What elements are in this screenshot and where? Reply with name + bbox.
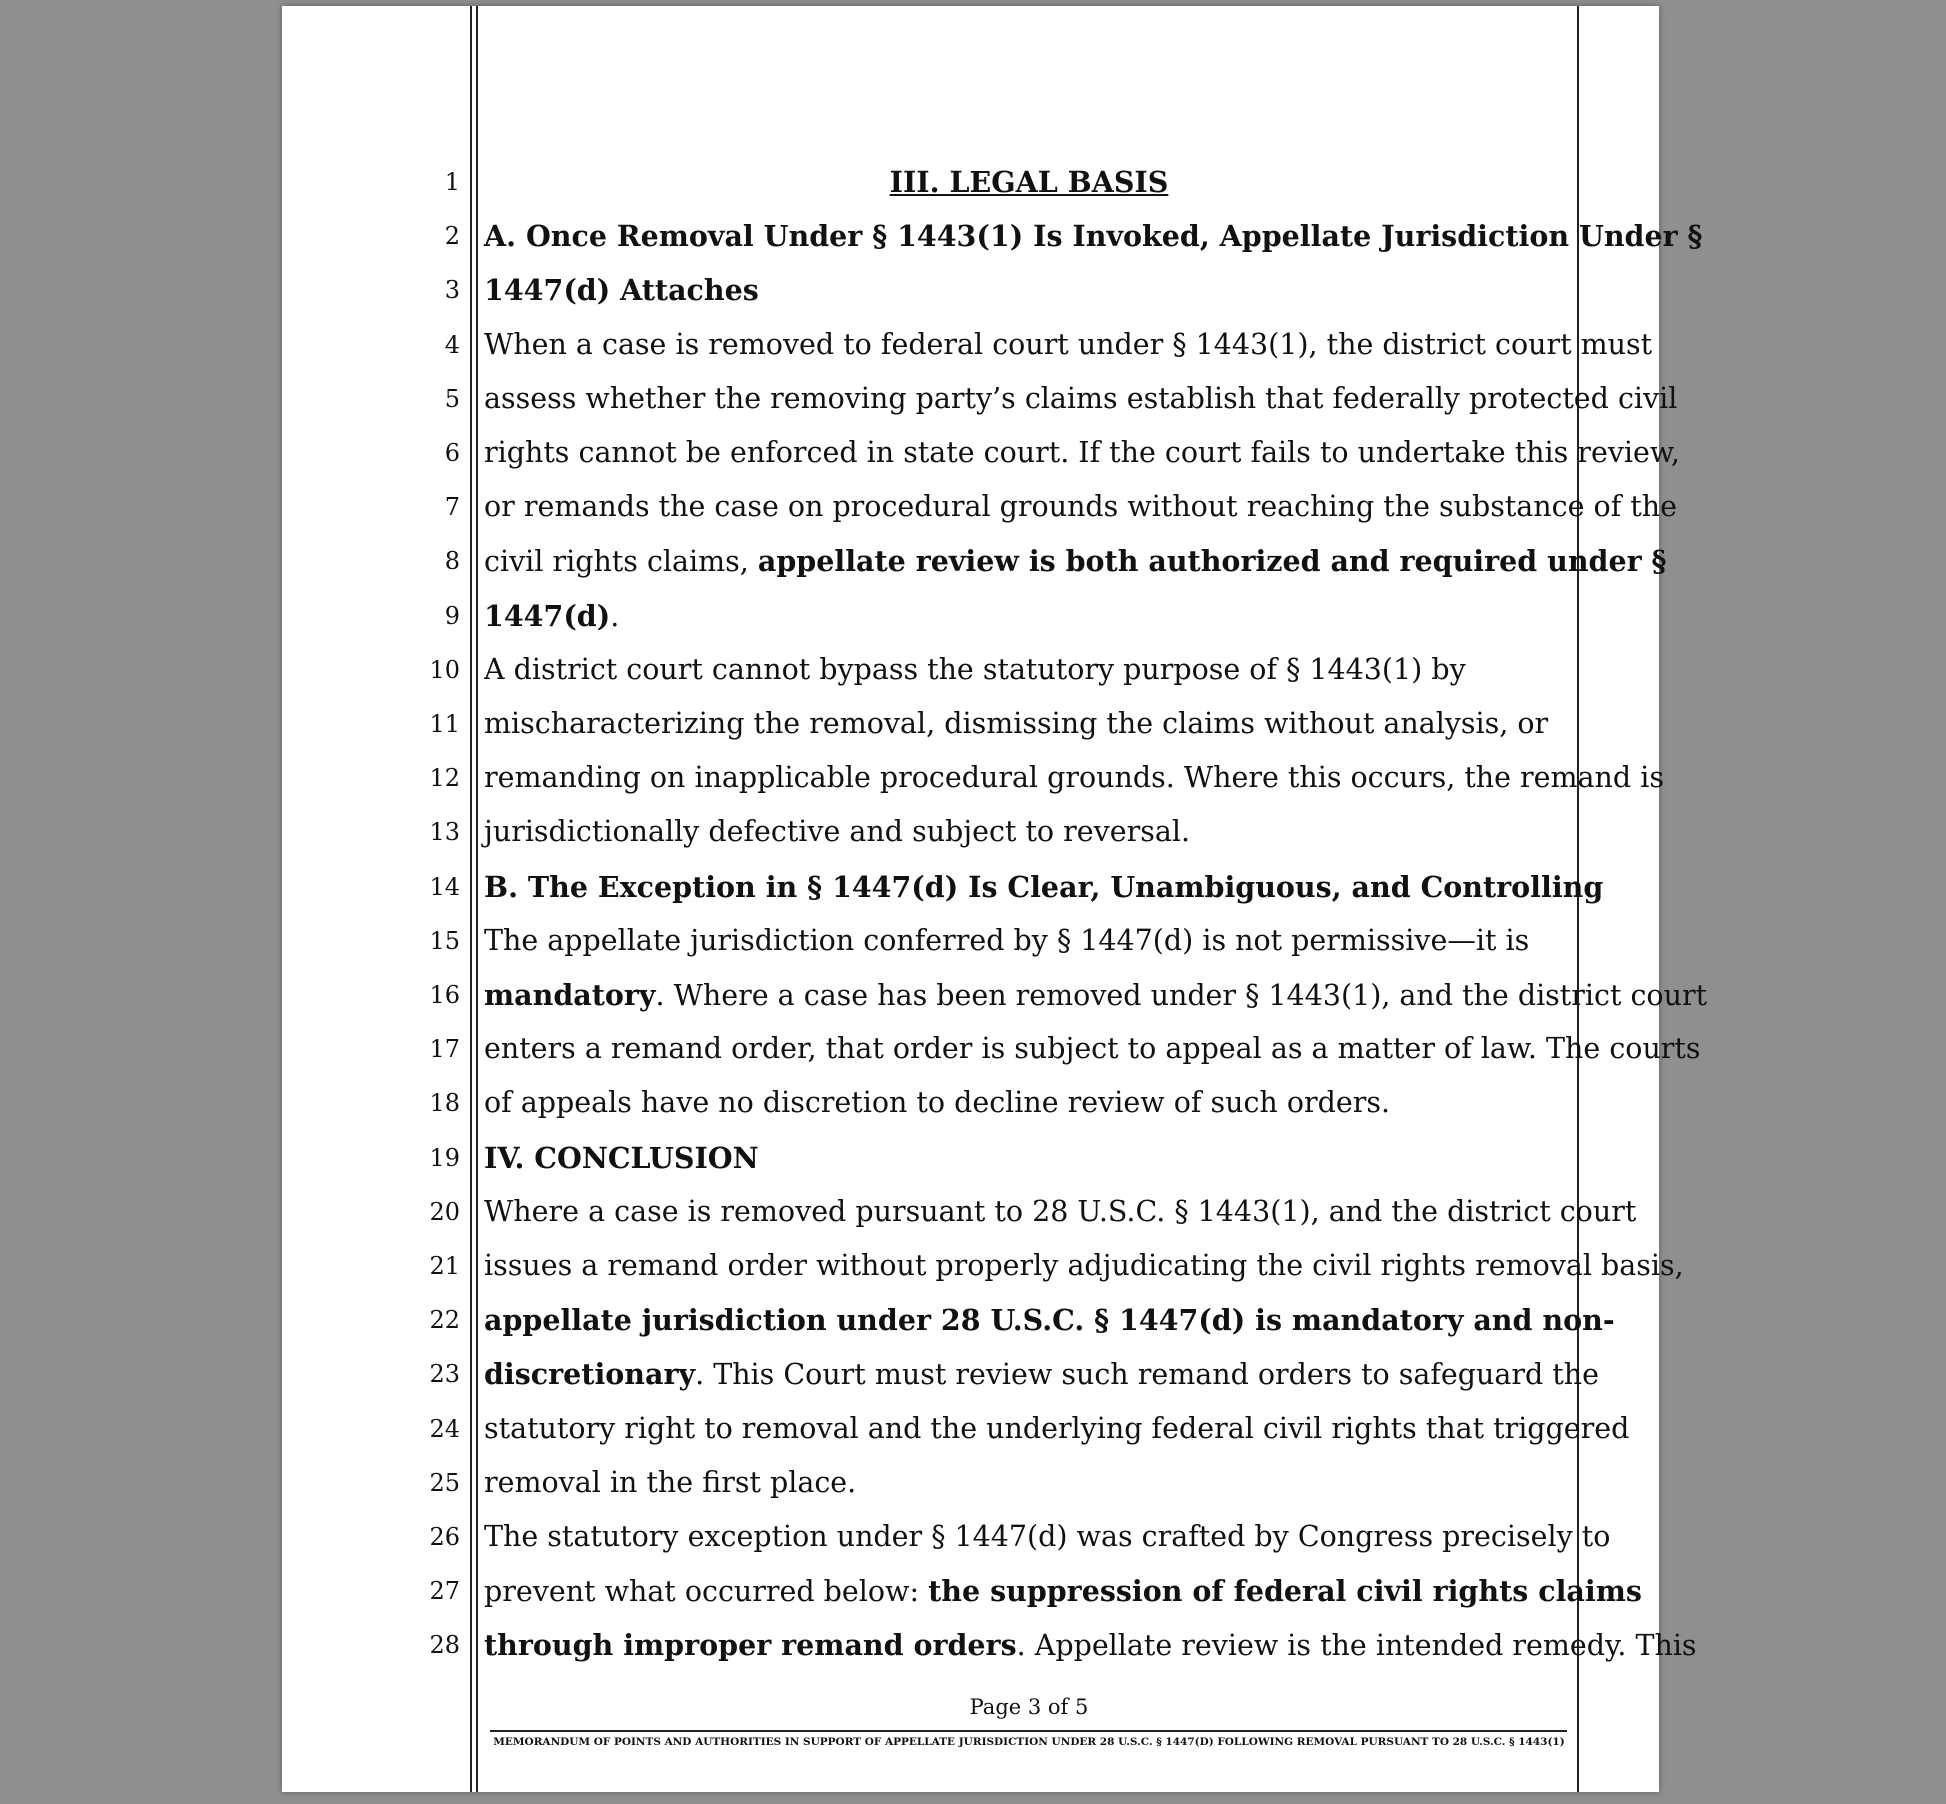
pleading-line	[282, 318, 1659, 372]
line-number: 8	[444, 547, 460, 576]
bold-text: 1447(d) Attaches	[484, 273, 759, 308]
body-text: removal in the first place.	[484, 1465, 857, 1499]
bold-text: appellate jurisdiction under 28 U.S.C. § 1447(d) is mandatory and non-	[484, 1303, 1615, 1338]
line-number: 27	[429, 1577, 460, 1606]
pleading-line	[282, 480, 1677, 534]
line-text	[484, 589, 1574, 644]
line-number: 17	[429, 1035, 460, 1064]
line-number: 22	[429, 1306, 460, 1335]
body-text: . Where a case has been removed under § 1443(1), and the district court	[655, 979, 1708, 1012]
line-number: 18	[429, 1089, 460, 1118]
line-text	[484, 860, 1604, 915]
body-text: The appellate jurisdiction conferred by § 1447(d) is not permissive—it is	[484, 923, 1530, 957]
pleading-line	[282, 1402, 1659, 1456]
bold-text: discretionary	[484, 1357, 696, 1392]
line-text	[484, 1347, 1599, 1402]
pleading-line	[282, 1456, 1659, 1510]
line-number: 16	[429, 981, 460, 1009]
line-text	[484, 1131, 1574, 1186]
line-text	[484, 1293, 1615, 1348]
line-number: 23	[429, 1360, 460, 1389]
line-number: 4	[444, 330, 460, 359]
body-text: When a case is removed to federal court under § 1443(1), the district court must	[484, 327, 1653, 361]
footer-rule	[490, 1730, 1567, 1732]
line-number: 13	[429, 818, 460, 847]
pleading-line	[282, 914, 1659, 968]
body-text: mischaracterizing the removal, dismissing the claims without analysis, or	[484, 707, 1549, 740]
pleading-line	[282, 643, 1659, 697]
bold-text: mandatory	[484, 978, 656, 1012]
body-text: The statutory exception under § 1447(d) was crafted by Congress precisely to	[484, 1520, 1611, 1553]
line-text	[484, 426, 1680, 480]
body-text: enters a remand order, that order is subject to appeal as a matter of law. The courts	[484, 1032, 1701, 1066]
bold-text: B. The Exception in § 1447(d) Is Clear, Unambiguous, and Controlling	[484, 869, 1604, 904]
line-text	[484, 263, 1574, 318]
body-text: prevent what occurred below:	[484, 1575, 929, 1609]
line-number: 20	[429, 1197, 460, 1226]
pleading-line	[282, 1510, 1659, 1564]
line-number: 11	[429, 710, 460, 738]
line-text	[484, 751, 1664, 805]
bold-text: 1447(d)	[484, 598, 611, 633]
line-number: 3	[444, 276, 460, 305]
line-text	[484, 914, 1574, 968]
line-text	[484, 1239, 1684, 1293]
line-text	[484, 968, 1708, 1023]
line-text	[484, 209, 1703, 264]
pleading-line	[282, 1618, 1697, 1672]
line-text	[484, 1402, 1630, 1456]
line-text	[484, 480, 1677, 534]
line-number: 19	[429, 1143, 460, 1172]
bold-text: the suppression of federal civil rights claims	[928, 1574, 1642, 1609]
line-number: 28	[429, 1631, 460, 1660]
pleading-line	[282, 1564, 1659, 1618]
body-text: civil rights claims,	[484, 545, 758, 579]
line-number: 1	[444, 168, 460, 196]
line-number: 6	[444, 439, 460, 467]
line-number: 9	[444, 601, 460, 630]
line-number: 5	[444, 384, 460, 413]
pleading-line	[282, 372, 1678, 426]
bold-text: appellate review is both authorized and required under §	[757, 544, 1667, 579]
body-text: statutory right to removal and the underlying federal civil rights that triggered	[484, 1411, 1630, 1445]
body-text: remanding on inapplicable procedural grounds. Where this occurs, the remand is	[484, 761, 1664, 795]
line-text	[484, 1076, 1574, 1130]
line-number: 2	[444, 222, 460, 251]
line-text	[484, 1510, 1611, 1564]
section-title: III. LEGAL BASIS	[889, 165, 1169, 199]
line-text	[484, 155, 1574, 210]
body-text: .	[610, 599, 620, 633]
line-text	[484, 1618, 1697, 1673]
pleading-line	[282, 534, 1667, 588]
pleading-line	[282, 1293, 1659, 1347]
line-text	[484, 1564, 1642, 1619]
line-text	[484, 534, 1667, 589]
line-text	[484, 1022, 1701, 1076]
page-number: Page 3 of 5	[969, 1695, 1089, 1719]
body-text: jurisdictionally defective and subject to reversal.	[484, 815, 1191, 849]
line-number: 12	[429, 764, 460, 793]
pleading-line	[282, 968, 1708, 1022]
pleading-line	[282, 1076, 1659, 1130]
body-text: . Appellate review is the intended remedy. This	[1016, 1629, 1697, 1663]
body-text: of appeals have no discretion to decline review of such orders.	[484, 1086, 1391, 1120]
pleading-line	[282, 697, 1659, 751]
body-text: assess whether the removing party’s claims establish that federally protected civil	[484, 381, 1678, 415]
pleading-line	[282, 1239, 1684, 1293]
body-text: issues a remand order without properly adjudicating the civil rights removal basis,	[484, 1249, 1684, 1282]
pleading-line	[282, 263, 1659, 317]
line-number: 26	[429, 1523, 460, 1551]
document-page	[282, 6, 1708, 1792]
pleading-line	[282, 1131, 1659, 1185]
body-text: Where a case is removed pursuant to 28 U.S.C. § 1443(1), and the district court	[484, 1194, 1637, 1228]
line-text	[484, 697, 1574, 751]
line-number: 24	[429, 1414, 460, 1443]
line-number: 10	[429, 655, 460, 684]
line-text	[484, 643, 1574, 697]
pleading-line	[282, 1022, 1701, 1076]
line-number: 25	[429, 1468, 460, 1497]
line-number: 14	[429, 872, 460, 901]
pleading-line	[282, 1185, 1659, 1239]
bold-text: through improper remand orders	[484, 1628, 1017, 1663]
line-number: 15	[429, 926, 460, 955]
line-text	[484, 1185, 1637, 1239]
line-text	[484, 318, 1653, 372]
footer-caption: MEMORANDUM OF POINTS AND AUTHORITIES IN SUPPORT OF APPELLATE JURISDICTION UNDER 28 U.S.C. § 1447(D) FOLLOWING REMOVAL PURSUANT TO 28 U.S.C. § 1443(1)	[493, 1736, 1565, 1748]
line-text	[484, 805, 1574, 859]
line-text	[484, 1456, 1574, 1510]
pleading-line	[282, 860, 1659, 914]
pleading-line	[282, 751, 1664, 805]
body-text: A district court cannot bypass the statutory purpose of § 1443(1) by	[484, 652, 1466, 686]
body-text: rights cannot be enforced in state court. If the court fails to undertake this review,	[484, 436, 1680, 469]
bold-text: IV. CONCLUSION	[484, 1140, 759, 1175]
line-text	[484, 372, 1678, 426]
pleading-line	[282, 426, 1680, 480]
body-text: . This Court must review such remand orders to safeguard the	[695, 1358, 1599, 1392]
line-number: 21	[429, 1252, 460, 1280]
pleading-line	[282, 805, 1659, 859]
bold-text: A. Once Removal Under § 1443(1) Is Invoked, Appellate Jurisdiction Under §	[484, 219, 1703, 254]
line-number: 7	[444, 493, 460, 522]
pleading-line	[282, 209, 1703, 263]
body-text: or remands the case on procedural grounds without reaching the substance of the	[484, 490, 1677, 524]
pleading-line	[282, 155, 1659, 209]
pleading-line	[282, 1347, 1659, 1401]
pleading-line	[282, 589, 1659, 643]
